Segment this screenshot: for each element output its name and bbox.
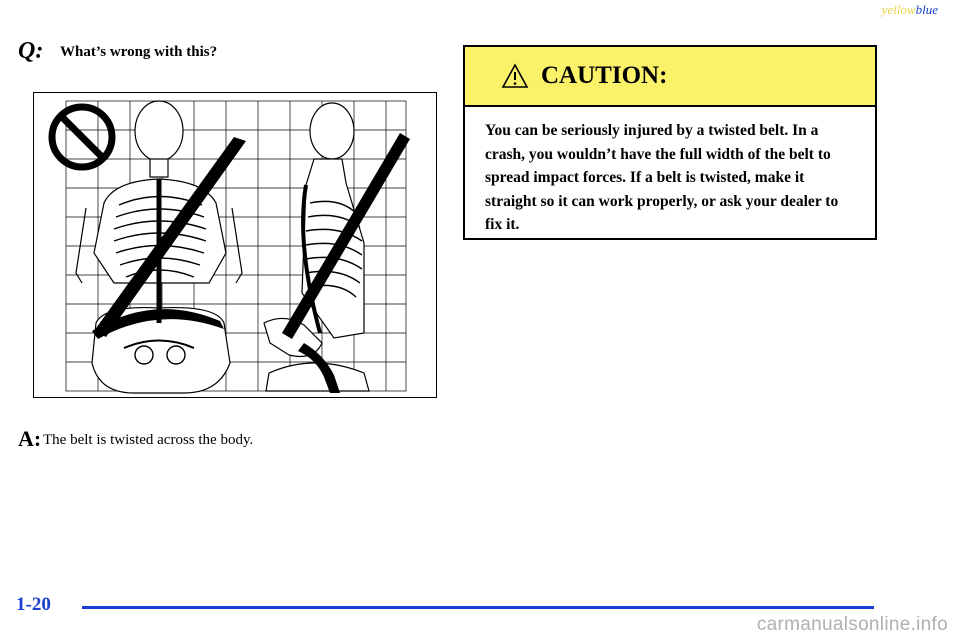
answer-text: The belt is twisted across the body. bbox=[43, 432, 254, 448]
prohibition-icon bbox=[52, 107, 112, 167]
footer-rule bbox=[82, 606, 874, 609]
warning-triangle-icon bbox=[501, 63, 529, 89]
color-mark-blue: blue bbox=[915, 2, 938, 17]
question-text: What’s wrong with this? bbox=[60, 44, 218, 60]
caution-body: You can be seriously injured by a twisted belt. In a crash, you wouldn’t have the full width of the belt to spread impact forces. If a belt is twisted, make it straight so it can work properly, or ask your dealer to fix it. bbox=[485, 122, 839, 233]
answer-letter: A: bbox=[18, 426, 42, 451]
twisted-belt-illustration bbox=[33, 92, 437, 398]
watermark: carmanualsonline.info bbox=[756, 614, 948, 635]
caution-box bbox=[463, 45, 877, 240]
side-skeleton bbox=[264, 103, 369, 391]
page-number: 1-20 bbox=[16, 594, 51, 615]
caution-title: CAUTION: bbox=[541, 62, 668, 89]
color-mark-yellow: yellow bbox=[881, 2, 916, 17]
skeleton-belt-drawing bbox=[34, 93, 437, 398]
caution-header bbox=[465, 47, 875, 107]
color-mark bbox=[882, 2, 938, 18]
question-letter: Q: bbox=[18, 38, 44, 64]
